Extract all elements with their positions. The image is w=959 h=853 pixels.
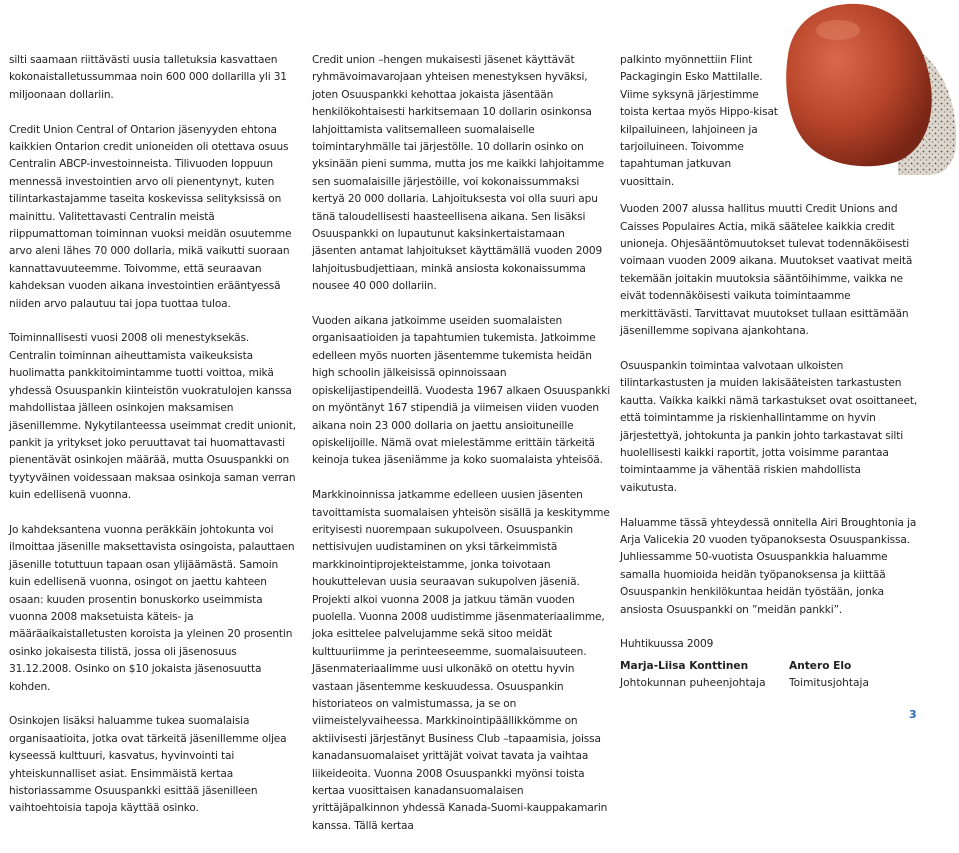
paragraph: Vuoden 2007 alussa hallitus muutti Credit Unions and Caisses Populaires Actia, mikä säätelee kaikkia credit unioneja. Ohjesääntömuutokset tulevat todennäköisesti voimaan vuoden 2009 aikana. Muutokset vaativat meitä tekemään joitakin muutoksia sääntöihimme, vaikka ne eivät todennäköisesti vaikuta toimintaamme merkittävästi. Tarvittavat muutokset tullaan esittämään jäsenillemme sopivana ajankohtana.: [620, 203, 913, 338]
paragraph: Haluamme tässä yhteydessä onnitella Airi Broughtonia ja Arja Valicekia 20 vuoden työpanoksesta Osuuspankissa. Juhliessamme 50-vuotista Osuuspankkia haluamme samalla huomioida heidän työpanoksensa ja kiittää Osuuspankin henkilökuntaa heidän työstään, jonka ansiosta Osuuspankki on ”meidän pankki”.: [620, 516, 917, 616]
paragraph: Credit union –hengen mukaisesti jäsenet käyttävät ryhmävoimavarojaan yhteisen menestyksen hyväksi, joten Osuuspankki kehottaa jokaista jäsentään henkilökohtaisesti harkitsemaan 10 dollarin osinkonsa lahjoittamista valitsemalleen suomalaiselle toimintaryhmälle tai järjestölle. 10 dollarin osinko on yksinään pieni summa, mutta jos me kaikki lahjoitamme sen suomalaisille järjestöille, voi kokonaissummaksi kertyä 20 000 dollaria. Lahjoituksesta voi olla suuri apu tänä taloudellisesti haasteellisena aikana. Sen lisäksi Osuuspankki on lupautunut kaksinkertaistamaan jäsenten antamat lahjoitukset käyttämällä vuoden 2009 lahjoitusbudjettiaan, minkä ansiosta kokonaissumma nousee 40 000 dollariin.: [312, 54, 605, 293]
paragraph: Credit Union Central of Ontarion jäsenyyden ehtona kaikkien Ontarion credit unioneiden oli otettava osuus Centralin ABCP-investoinneista. Tilivuoden loppuun mennessä investointien arvo oli pienentynyt, kuten tilintarkastajamme taseita koskevissa selityksissä on mainittu. Valitettavasti Centralin meistä riippumattoman toiminnan vuoksi meidän osuutemme arvo aleni lähes 70 000 dollaria, mikä vaikutti suoraan kannattavuuteemme. Toivomme, että seuraavan kahdeksan vuoden aikana investointien erääntyessä niiden arvo palautuu tai jopa tuottaa tuloa.: [9, 123, 292, 310]
signature-block-chair: [620, 658, 766, 693]
paragraph: Osinkojen lisäksi haluamme tukea suomalaisia organisaatioita, jotka ovat tärkeitä jäsenillemme oljea kyseessä kulttuuri, kasvatus, hyvinvointi tai yhteiskunnalliset asiat. Ensimmäistä kertaa historiassamme Osuuspankki esittää jäsenilleen vaihtoehtoisia tapoja käyttää osinko.: [9, 715, 287, 815]
paragraph: palkinto myönnettiin Flint Packagingin Esko Mattilalle. Viime syksynä järjestimme toista kertaa myös Hippo-kisat kilpailuineen, lahjoineen ja tarjoiluineen. Toivomme tapahtuman jatkuvan vuosittain.: [620, 54, 778, 188]
page-number: 3: [909, 708, 917, 721]
paragraph: Toiminnallisesti vuosi 2008 oli menestyksekäs. Centralin toiminnan aiheuttamista vaikeuksista huolimatta pankkitoimintamme tuotti voittoa, mikä yhdessä Osuuspankin kiinteistön vuokratulojen kanssa mahdollistaa jälleen osinkojen maksamisen jäsenillemme. Nykytilanteessa useimmat credit unionit, pankit ja yritykset joko peruuttavat tai huomattavasti pienentävät osinkojen määrää, mutta Osuuspankki on tyytyväinen voidessaan maksaa osinkoja saman verran kuin edellisenä vuonna.: [9, 332, 296, 502]
signer-title: Toimitusjohtaja: [789, 677, 869, 690]
signature-block-ceo: [789, 658, 869, 693]
signer-title: Johtokunnan puheenjohtaja: [620, 677, 766, 690]
text-column-3: [620, 52, 920, 671]
signer-name: Marja-Liisa Konttinen: [620, 660, 749, 672]
date-line: Huhtikuussa 2009: [620, 638, 714, 651]
paragraph: Vuoden aikana jatkoimme useiden suomalaisten organisaatioiden ja tapahtumien tukemista. Jatkoimme edelleen myös nuorten jäsentemme tukemista heidän high schoolin jälkeisissä opinnoissaan opiskelijastipendeillä. Vuodesta 1967 alkaen Osuuspankki on myöntänyt 167 stipendiä ja viimeisen viiden vuoden aikana noin 23 000 dollaria on jaettu ansioituneille opiskelijoille. Nämä ovat mielestämme erittäin tärkeitä keinoja tukea jäseniämme ja koko suomalaista yhteisöä.: [312, 315, 610, 467]
paragraph: Markkinoinnissa jatkamme edelleen uusien jäsenten tavoittamista suomalaisen yhteisön sisällä ja keskitymme erityisesti nuorempaan sukupolveen. Osuuspankin nettisivujen uudistaminen on yksi tärkeimmistä markkinointiprojekteistamme, jonka toivotaan houkuttelevan uusia seuraavan sukupolven jäseniä. Projekti alkoi vuonna 2008 ja jatkuu tämän vuoden puolella. Vuonna 2008 uudistimme jäsenmateriaalimme, joka esittelee palvelujamme sekä sitoo meidät kulttuuriimme ja perinteeseemme, suomalaisuuteen. Jäsenmateriaalimme uusi ulkonäkö on otettu hyvin vastaan jäsentemme keskuudessa. Osuuspankin historiateos on valmistumassa, ja se on viimeistelyvaiheessa. Markkinointipäällikkömme on aktiivisesti järjestänyt Business Club –tapaamisia, joissa kanadansuomalaiset yrittäjät voivat tavata ja vaihtaa liikeideoita. Vuonna 2008 Osuuspankki myönsi toista kertaa vuosittaisen kanadansuomalaisen yrittäjäpalkinnon yhdessä Kanada-Suomi-kauppakamarin kanssa. Tällä kertaa: [312, 489, 610, 832]
signer-name: Antero Elo: [789, 660, 852, 672]
paragraph: Jo kahdeksantena vuonna peräkkäin johtokunta voi ilmoittaa jäsenille maksettavista osingoista, palauttaen jäsenille totuttuun tapaan osan ylijäämästä. Samoin kuin edellisenä vuonna, osingot on jaettu kahteen osaan: kuuden prosentin bonuskorko useimmista vuonna 2008 maksetuista käteis- ja määräaikaistalletusten koroista ja yleinen 20 prosentin osinko jokaisesta tilistä, jossa oli jäsenosuus 31.12.2008. Osinko on $10 jokaista jäsenosuutta kohden.: [9, 523, 295, 693]
paragraph: Osuuspankin toimintaa valvotaan ulkoisten tilintarkastusten ja muiden lakisääteisten tarkastusten kautta. Vaikka kaikki nämä tarkastukset ovat osoittaneet, että toimintamme ja riskienhallintamme on hyvin järjestettyä, johtokunta ja pankin johto tarkastavat silti huolellisesti kaikki raportit, jotta voisimme parantaa toimintaamme ja vähentää riskien mahdollista vaikutusta.: [620, 359, 918, 494]
paragraph: silti saamaan riittävästi uusia talletuksia kasvattaen kokonaistalletussummaa noin 600 000 dollarilla yli 31 miljoonaan dollariin.: [9, 54, 287, 101]
text-column-2: [312, 52, 610, 853]
text-column-1: [9, 52, 299, 835]
